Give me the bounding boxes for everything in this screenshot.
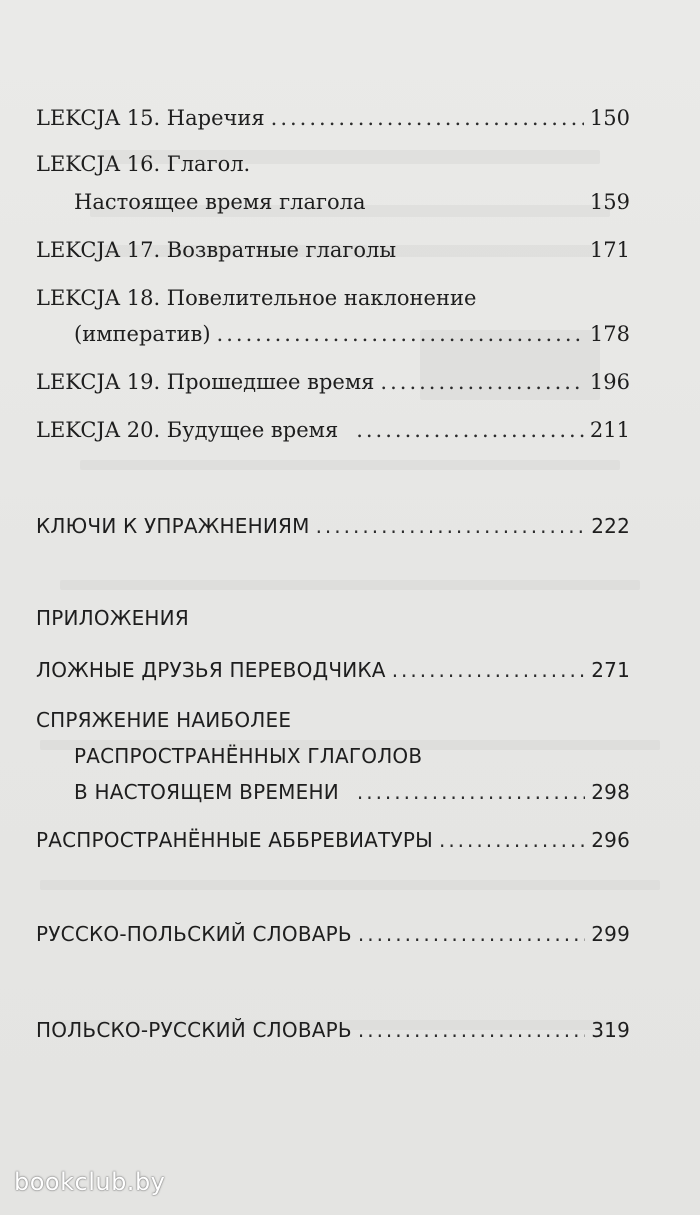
dot-leader bbox=[217, 322, 584, 346]
toc-page-number: 222 bbox=[591, 514, 630, 538]
toc-entry-title: LEKCJA 18. Повелительное наклонение bbox=[36, 286, 477, 310]
dot-leader bbox=[380, 370, 583, 394]
toc-page-number: 159 bbox=[589, 190, 630, 214]
toc-entry-subtitle: (императив) bbox=[74, 322, 211, 346]
toc-entry-lekcja-16[interactable] bbox=[36, 152, 630, 176]
toc-entry-false-friends[interactable] bbox=[36, 658, 630, 682]
toc-entry-title: LEKCJA 19. Прошедшее время bbox=[36, 370, 375, 394]
dot-leader bbox=[271, 106, 584, 130]
toc-entry-lekcja-18-continuation[interactable] bbox=[74, 322, 630, 346]
toc-entry-ru-pl-dictionary[interactable] bbox=[36, 922, 630, 946]
toc-entry-conjugation-line-3[interactable] bbox=[74, 780, 630, 804]
toc-entry-title: LEKCJA 20. Будущее время bbox=[36, 418, 339, 442]
toc-entry-keys[interactable] bbox=[36, 514, 630, 538]
watermark: bookclub.by bbox=[14, 1168, 166, 1196]
toc-entry-abbreviations[interactable] bbox=[36, 828, 630, 852]
toc-entry-pl-ru-dictionary[interactable] bbox=[36, 1018, 630, 1042]
toc-page-number: 296 bbox=[591, 828, 630, 852]
section-heading: ПРИЛОЖЕНИЯ bbox=[36, 606, 189, 630]
toc-entry-title: LEKCJA 16. Глагол. bbox=[36, 152, 251, 176]
dot-leader bbox=[392, 658, 586, 682]
toc-entry-subtitle: Настоящее время глагола bbox=[74, 190, 366, 214]
toc-page-number: 171 bbox=[589, 238, 630, 262]
toc-entry-title: ПОЛЬСКО-РУССКИЙ СЛОВАРЬ bbox=[36, 1018, 352, 1042]
toc-entry-subtitle: РАСПРОСТРАНЁННЫХ ГЛАГОЛОВ bbox=[74, 744, 423, 768]
toc-page-number: 150 bbox=[589, 106, 630, 130]
toc-page-number: 298 bbox=[591, 780, 630, 804]
toc-entry-lekcja-19[interactable] bbox=[36, 370, 630, 394]
dot-leader bbox=[316, 514, 586, 538]
toc-entry-title: LEKCJA 15. Наречия bbox=[36, 106, 265, 130]
toc-entry-title: ЛОЖНЫЕ ДРУЗЬЯ ПЕРЕВОДЧИКА bbox=[36, 658, 386, 682]
toc-entry-conjugation[interactable] bbox=[36, 708, 630, 732]
toc-page-number: 271 bbox=[591, 658, 630, 682]
toc-entry-lekcja-20[interactable] bbox=[36, 418, 630, 442]
dot-leader bbox=[357, 780, 585, 804]
toc-page-number: 299 bbox=[591, 922, 630, 946]
dot-leader bbox=[358, 1018, 585, 1042]
dot-leader bbox=[356, 418, 584, 442]
toc-page-number: 211 bbox=[589, 418, 630, 442]
dot-leader bbox=[358, 922, 585, 946]
toc-page-number: 319 bbox=[591, 1018, 630, 1042]
toc-entry-lekcja-17[interactable] bbox=[36, 238, 630, 262]
toc-entry-lekcja-16-continuation[interactable] bbox=[74, 190, 630, 214]
toc-entry-title: СПРЯЖЕНИЕ НАИБОЛЕЕ bbox=[36, 708, 292, 732]
toc-entry-title: РАСПРОСТРАНЁННЫЕ АББРЕВИАТУРЫ bbox=[36, 828, 433, 852]
appendix-heading bbox=[36, 606, 630, 630]
toc-page-number: 196 bbox=[589, 370, 630, 394]
toc-entry-lekcja-15[interactable] bbox=[36, 106, 630, 130]
toc-page-number: 178 bbox=[589, 322, 630, 346]
toc-entry-title: КЛЮЧИ К УПРАЖНЕНИЯМ bbox=[36, 514, 310, 538]
toc-entry-conjugation-line-2[interactable] bbox=[74, 744, 630, 768]
toc-entry-lekcja-18[interactable] bbox=[36, 286, 630, 310]
toc-entry-title: LEKCJA 17. Возвратные глаголы bbox=[36, 238, 397, 262]
toc-entry-title: РУССКО-ПОЛЬСКИЙ СЛОВАРЬ bbox=[36, 922, 352, 946]
toc-entry-subtitle: В НАСТОЯЩЕМ ВРЕМЕНИ bbox=[74, 780, 339, 804]
dot-leader bbox=[439, 828, 585, 852]
